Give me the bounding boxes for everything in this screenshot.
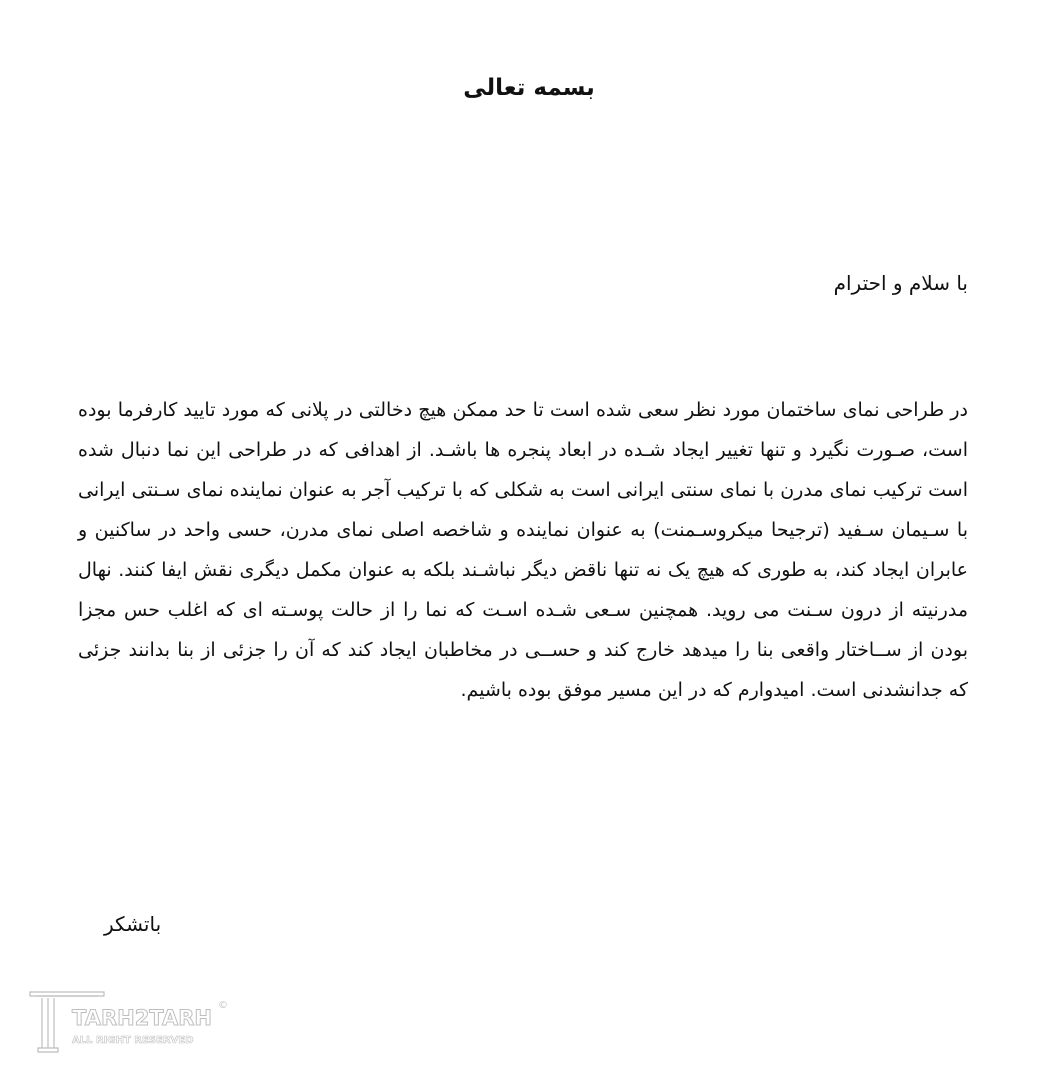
body-paragraph: در طراحی نمای ساختمان مورد نظر سعی شده است تا حد ممکن هیچ دخالتی در پلانی که مورد تایید کارفرما بوده است، صـورت نگیرد و تنها تغییر ایجاد شـده در ابعاد پنجره ها باشـد. از اهدافی که در طراحی این نما دنبال شده است ترکیب نمای مدرن با نمای سنتی ایرانی است به شکلی که با ترکیب آجر به عنوان نماینده نمای سـنتی ایرانی با سـیمان سـفید (ترجیحا میکروسـمنت) به عنوان نماینده و شاخصه اصلی نمای مدرن، حسی واحد در ساکنین و عابران ایجاد کند، به طوری که هیچ یک نه تنها ناقض دیگر نباشـند بلکه به عنوان مکمل دیگری نقش ایفا کنند. نهال مدرنیته از درون سـنت می روید. همچنین سـعی شـده اسـت که نما را از حالت پوسـته ای که اغلب حس مجزا بودن از ســاختار واقعی بنا را میدهد خارج کند و حســی در مخاطبان ایجاد کند که آن را جزئی از بنا بدانند جزئی که جدانشدنی است. امیدوارم که در این مسیر موفق بوده باشیم. — [78, 399, 968, 701]
greeting: با سلام و احترام — [833, 271, 968, 295]
watermark-subtitle: ALL RIGHT RESERVED — [72, 1035, 194, 1046]
document-title: بسمه تعالی — [463, 75, 595, 101]
watermark-name: TARH2TARH — [72, 1006, 212, 1030]
signoff: باتشکر — [104, 912, 162, 936]
copyright-icon: © — [218, 1000, 228, 1011]
watermark — [28, 986, 238, 1056]
